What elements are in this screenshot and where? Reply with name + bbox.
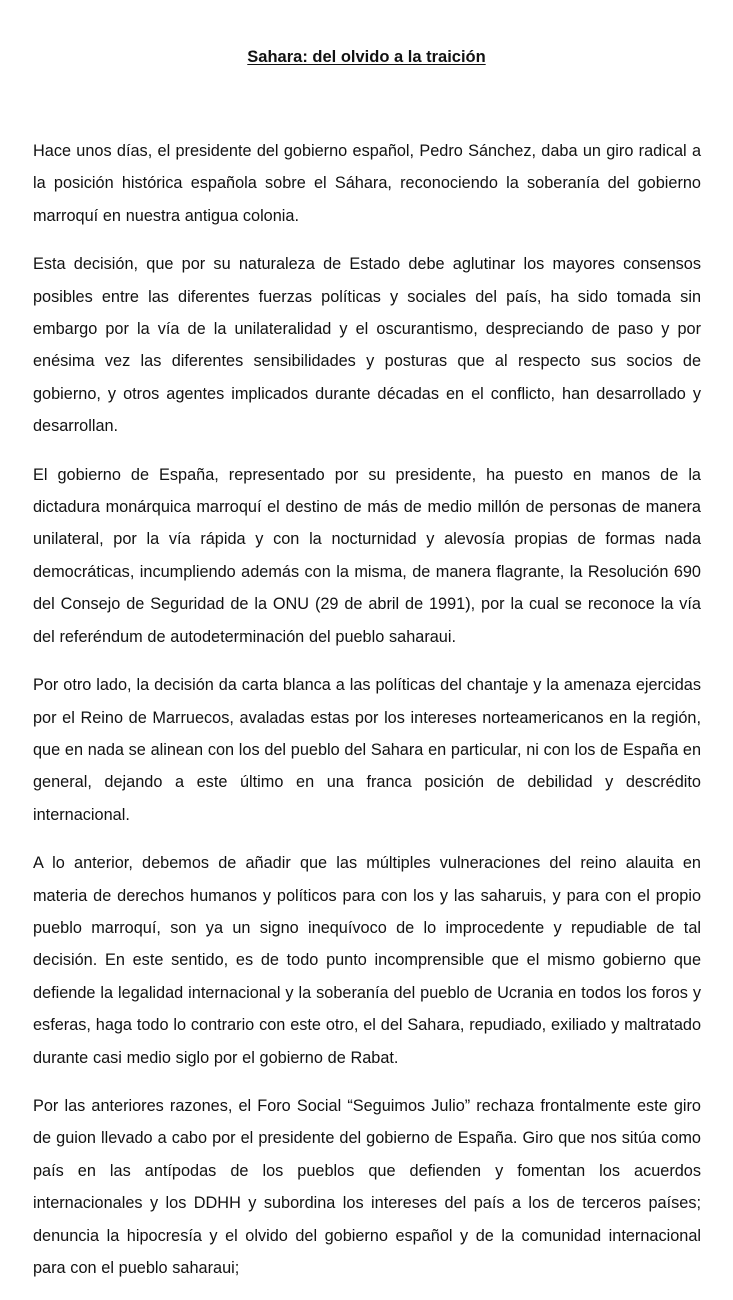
paragraph-1: Hace unos días, el presidente del gobierno español, Pedro Sánchez, daba un giro radical a la posición histórica española sobre el Sáhara, reconociendo la soberanía del gobierno marroquí en nuestra antigua colonia. <box>33 142 701 225</box>
paragraph-4: Por otro lado, la decisión da carta blanca a las políticas del chantaje y la amenaza ejercidas por el Reino de Marruecos, avaladas estas por los intereses norteamericanos en la región, que en nada se alinean con los del pueblo del Sahara en particular, ni con los de España en general, dejando a este último en una franca posición de debilidad y descrédito internacional. <box>33 676 701 824</box>
document-body <box>33 135 701 1300</box>
document-title: Sahara: del olvido a la traición <box>247 48 486 66</box>
paragraph-5: A lo anterior, debemos de añadir que las múltiples vulneraciones del reino alauita en materia de derechos humanos y políticos para con los y las saharuis, y para con el propio pueblo marroquí, son ya un signo inequívoco de lo improcedente y repudiable de tal decisión. En este sentido, es de todo punto incomprensible que el mismo gobierno que defiende la legalidad internacional y la soberanía del pueblo de Ucrania en todos los foros y esferas, haga todo lo contrario con este otro, el del Sahara, repudiado, exiliado y maltratado durante casi medio siglo por el gobierno de Rabat. <box>33 854 701 1067</box>
paragraph-2: Esta decisión, que por su naturaleza de Estado debe aglutinar los mayores consensos posibles entre las diferentes fuerzas políticas y sociales del país, ha sido tomada sin embargo por la vía de la unilateralidad y el oscurantismo, despreciando de paso y por enésima vez las diferentes sensibilidades y posturas que al respecto sus socios de gobierno, y otros agentes implicados durante décadas en el conflicto, han desarrollado y desarrollan. <box>33 255 701 436</box>
paragraph-6: Por las anteriores razones, el Foro Social “Seguimos Julio” rechaza frontalmente este giro de guion llevado a cabo por el presidente del gobierno de España. Giro que nos sitúa como país en las antípodas de los pueblos que defienden y fomentan los acuerdos internacionales y los DDHH y subordina los intereses del país a los de terceros países; denuncia la hipocresía y el olvido del gobierno español y de la comunidad internacional para con el pueblo saharaui; <box>33 1096 701 1277</box>
paragraph-3: El gobierno de España, representado por su presidente, ha puesto en manos de la dictadura monárquica marroquí el destino de más de medio millón de personas de manera unilateral, por la vía rápida y con la nocturnidad y alevosía propias de formas nada democráticas, incumpliendo además con la misma, de manera flagrante, la Resolución 690 del Consejo de Seguridad de la ONU (29 de abril de 1991), por la cual se reconoce la vía del referéndum de autodeterminación del pueblo saharaui. <box>33 465 701 646</box>
